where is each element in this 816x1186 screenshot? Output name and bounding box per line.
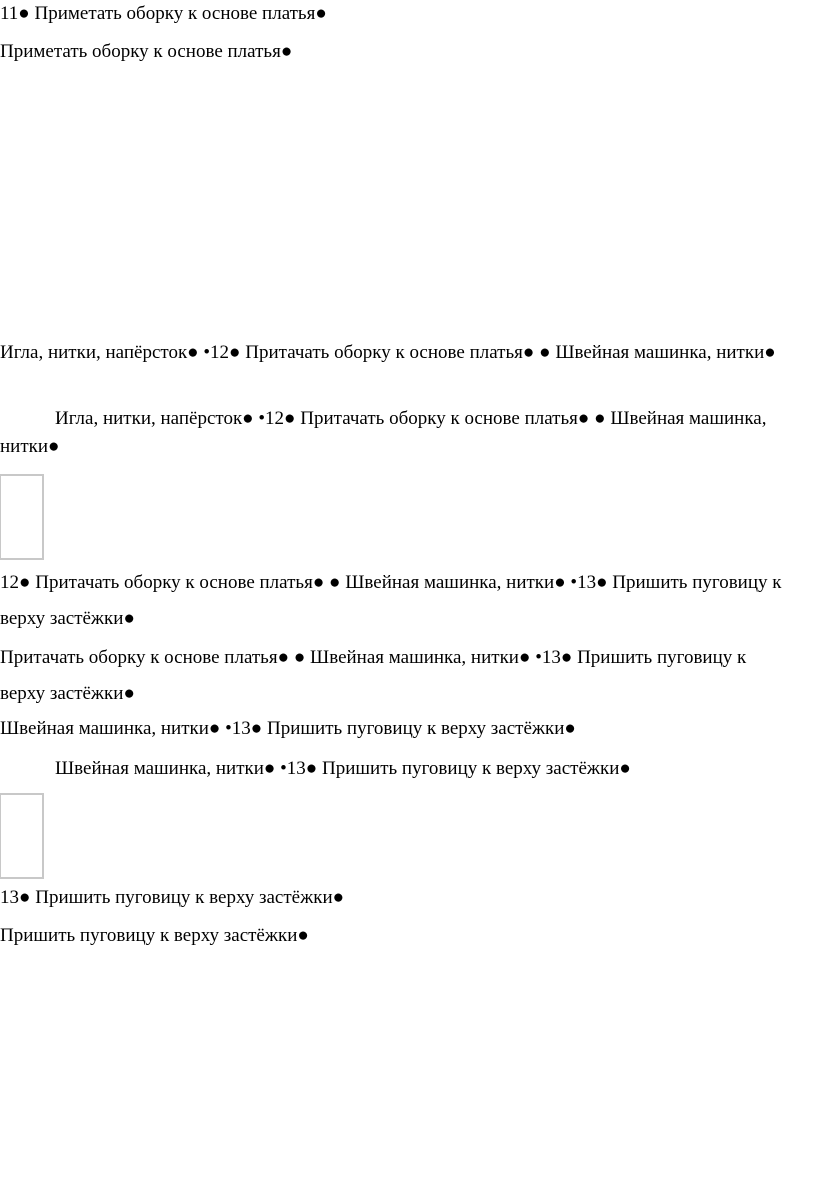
text-line-1: 11● Приметать оборку к основе платья● — [0, 3, 327, 24]
empty-image-frame-2 — [0, 793, 44, 879]
empty-image-frame-1 — [0, 474, 44, 560]
text-line-9: 13● Пришить пуговицу к верху застёжки● — [0, 887, 345, 908]
text-paragraph-4: Игла, нитки, напёрсток● •12● Притачать оборку к основе платья● ● Швейная машинка, нитки● — [0, 408, 767, 457]
text-line-7: Швейная машинка, нитки● •13● Пришить пуговицу к верху застёжки● — [0, 718, 576, 739]
text-paragraph-6: Притачать оборку к основе платья● ● Швейная машинка, нитки● •13● Пришить пуговицу к верху застёжки● — [0, 647, 747, 704]
text-line-8: Швейная машинка, нитки● •13● Пришить пуговицу к верху застёжки● — [55, 758, 631, 779]
text-paragraph-5: 12● Притачать оборку к основе платья● ● Швейная машинка, нитки● •13● Пришить пуговицу к верху застёжки● — [0, 572, 782, 629]
text-line-2: Приметать оборку к основе платья● — [0, 41, 293, 62]
text-line-10: Пришить пуговицу к верху застёжки● — [0, 925, 309, 946]
text-paragraph-3: Игла, нитки, напёрсток● •12● Притачать оборку к основе платья● ● Швейная машинка, нитки● — [0, 342, 776, 363]
